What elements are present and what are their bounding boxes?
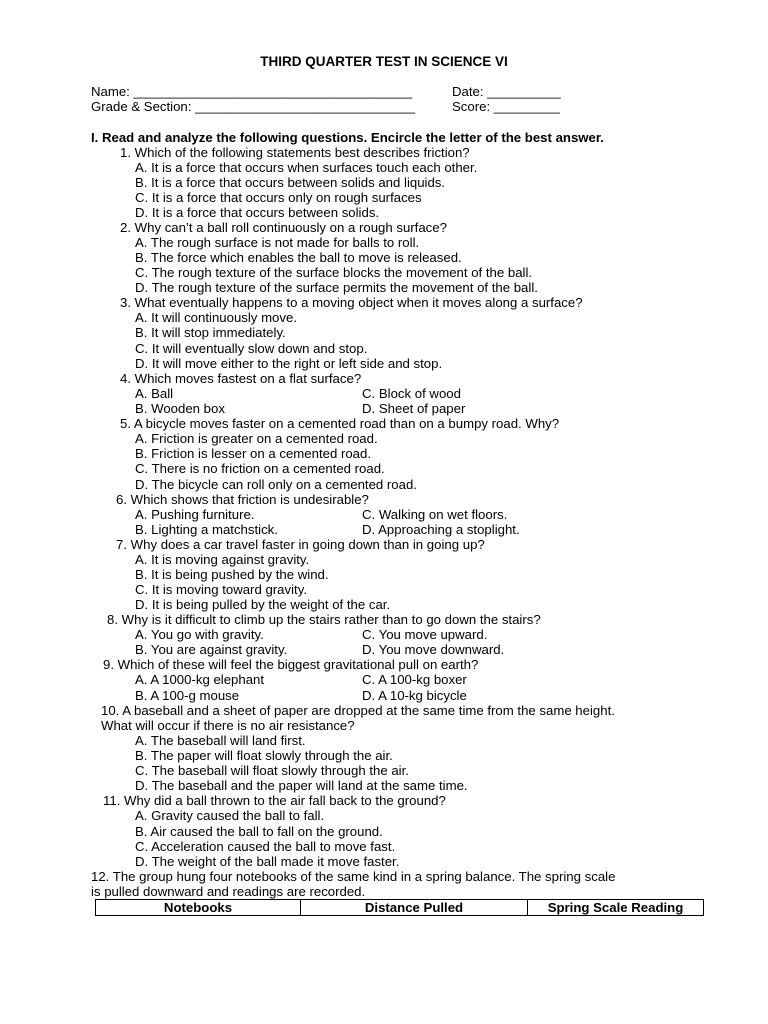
question-1: 1. Which of the following statements best describes friction?	[120, 145, 470, 160]
q3-option-d: D. It will move either to the right or left side and stop.	[135, 356, 443, 371]
score-field: Score: _________	[452, 99, 560, 114]
question-12: 12. The group hung four notebooks of the same kind in a spring balance. The spring scale	[91, 869, 616, 884]
q5-option-a: A. Friction is greater on a cemented road.	[135, 431, 378, 446]
date-field: Date: __________	[452, 84, 561, 99]
question-5: 5. A bicycle moves faster on a cemented road than on a bumpy road. Why?	[120, 416, 560, 431]
q10-option-c: C. The baseball will float slowly through the air.	[135, 763, 409, 778]
q5-option-d: D. The bicycle can roll only on a cemented road.	[135, 477, 417, 492]
q10-option-a: A. The baseball will land first.	[135, 733, 306, 748]
question-11: 11. Why did a ball thrown to the air fall back to the ground?	[103, 793, 446, 808]
q1-option-b: B. It is a force that occurs between solids and liquids.	[135, 175, 446, 190]
page-title: THIRD QUARTER TEST IN SCIENCE VI	[260, 54, 508, 69]
q8-option-c: C. You move upward.	[362, 627, 488, 642]
q4-option-c: C. Block of wood	[362, 386, 461, 401]
q6-option-b: B. Lighting a matchstick.	[135, 522, 278, 537]
instructions: I. Read and analyze the following questions. Encircle the letter of the best answer.	[91, 130, 604, 145]
q6-option-d: D. Approaching a stoplight.	[362, 522, 520, 537]
question-3: 3. What eventually happens to a moving object when it moves along a surface?	[120, 295, 583, 310]
question-2: 2. Why can’t a ball roll continuously on a rough surface?	[120, 220, 447, 235]
header-distance-pulled: Distance Pulled	[301, 900, 528, 916]
q2-option-c: C. The rough texture of the surface blocks the movement of the ball.	[135, 265, 533, 280]
question-7: 7. Why does a car travel faster in going down than in going up?	[116, 537, 485, 552]
spring-scale-table	[95, 899, 704, 916]
header-notebooks: Notebooks	[96, 900, 301, 916]
q3-option-c: C. It will eventually slow down and stop.	[135, 341, 368, 356]
q11-option-d: D. The weight of the ball made it move faster.	[135, 854, 400, 869]
question-8: 8. Why is it difficult to climb up the stairs rather than to go down the stairs?	[107, 612, 541, 627]
name-field: Name: ______________________________________	[91, 84, 413, 99]
q6-option-a: A. Pushing furniture.	[135, 507, 255, 522]
question-9: 9. Which of these will feel the biggest gravitational pull on earth?	[103, 657, 479, 672]
q4-option-b: B. Wooden box	[135, 401, 225, 416]
table-header-row	[96, 900, 704, 916]
q9-option-c: C. A 100-kg boxer	[362, 672, 467, 687]
q9-option-b: B. A 100-g mouse	[135, 688, 240, 703]
q9-option-d: D. A 10-kg bicycle	[362, 688, 467, 703]
question-4: 4. Which moves fastest on a flat surface?	[120, 371, 362, 386]
q5-option-c: C. There is no friction on a cemented road.	[135, 461, 385, 476]
grade-section-field: Grade & Section: ______________________________	[91, 99, 416, 114]
q7-option-b: B. It is being pushed by the wind.	[135, 567, 329, 582]
q1-option-c: C. It is a force that occurs only on rough surfaces	[135, 190, 422, 205]
q4-option-a: A. Ball	[135, 386, 174, 401]
q7-option-d: D. It is being pulled by the weight of the car.	[135, 597, 391, 612]
header-spring-scale-reading: Spring Scale Reading	[528, 900, 704, 916]
q8-option-a: A. You go with gravity.	[135, 627, 264, 642]
q2-option-b: B. The force which enables the ball to move is released.	[135, 250, 462, 265]
q3-option-a: A. It will continuously move.	[135, 310, 297, 325]
q4-option-d: D. Sheet of paper	[362, 401, 466, 416]
question-12-cont: is pulled downward and readings are recorded.	[91, 884, 366, 899]
question-6: 6. Which shows that friction is undesirable?	[116, 492, 369, 507]
question-10-cont: What will occur if there is no air resistance?	[101, 718, 355, 733]
q6-option-c: C. Walking on wet floors.	[362, 507, 508, 522]
q8-option-d: D. You move downward.	[362, 642, 505, 657]
q11-option-a: A. Gravity caused the ball to fall.	[135, 808, 325, 823]
q1-option-d: D. It is a force that occurs between solids.	[135, 205, 380, 220]
q10-option-d: D. The baseball and the paper will land at the same time.	[135, 778, 468, 793]
q11-option-c: C. Acceleration caused the ball to move fast.	[135, 839, 396, 854]
question-10: 10. A baseball and a sheet of paper are dropped at the same time from the same height.	[101, 703, 615, 718]
q7-option-c: C. It is moving toward gravity.	[135, 582, 307, 597]
q8-option-b: B. You are against gravity.	[135, 642, 288, 657]
q2-option-d: D. The rough texture of the surface permits the movement of the ball.	[135, 280, 538, 295]
q5-option-b: B. Friction is lesser on a cemented road.	[135, 446, 372, 461]
q7-option-a: A. It is moving against gravity.	[135, 552, 310, 567]
q10-option-b: B. The paper will float slowly through the air.	[135, 748, 393, 763]
q11-option-b: B. Air caused the ball to fall on the ground.	[135, 824, 383, 839]
q1-option-a: A. It is a force that occurs when surfaces touch each other.	[135, 160, 478, 175]
q2-option-a: A. The rough surface is not made for balls to roll.	[135, 235, 420, 250]
q3-option-b: B. It will stop immediately.	[135, 325, 286, 340]
q9-option-a: A. A 1000-kg elephant	[135, 672, 265, 687]
